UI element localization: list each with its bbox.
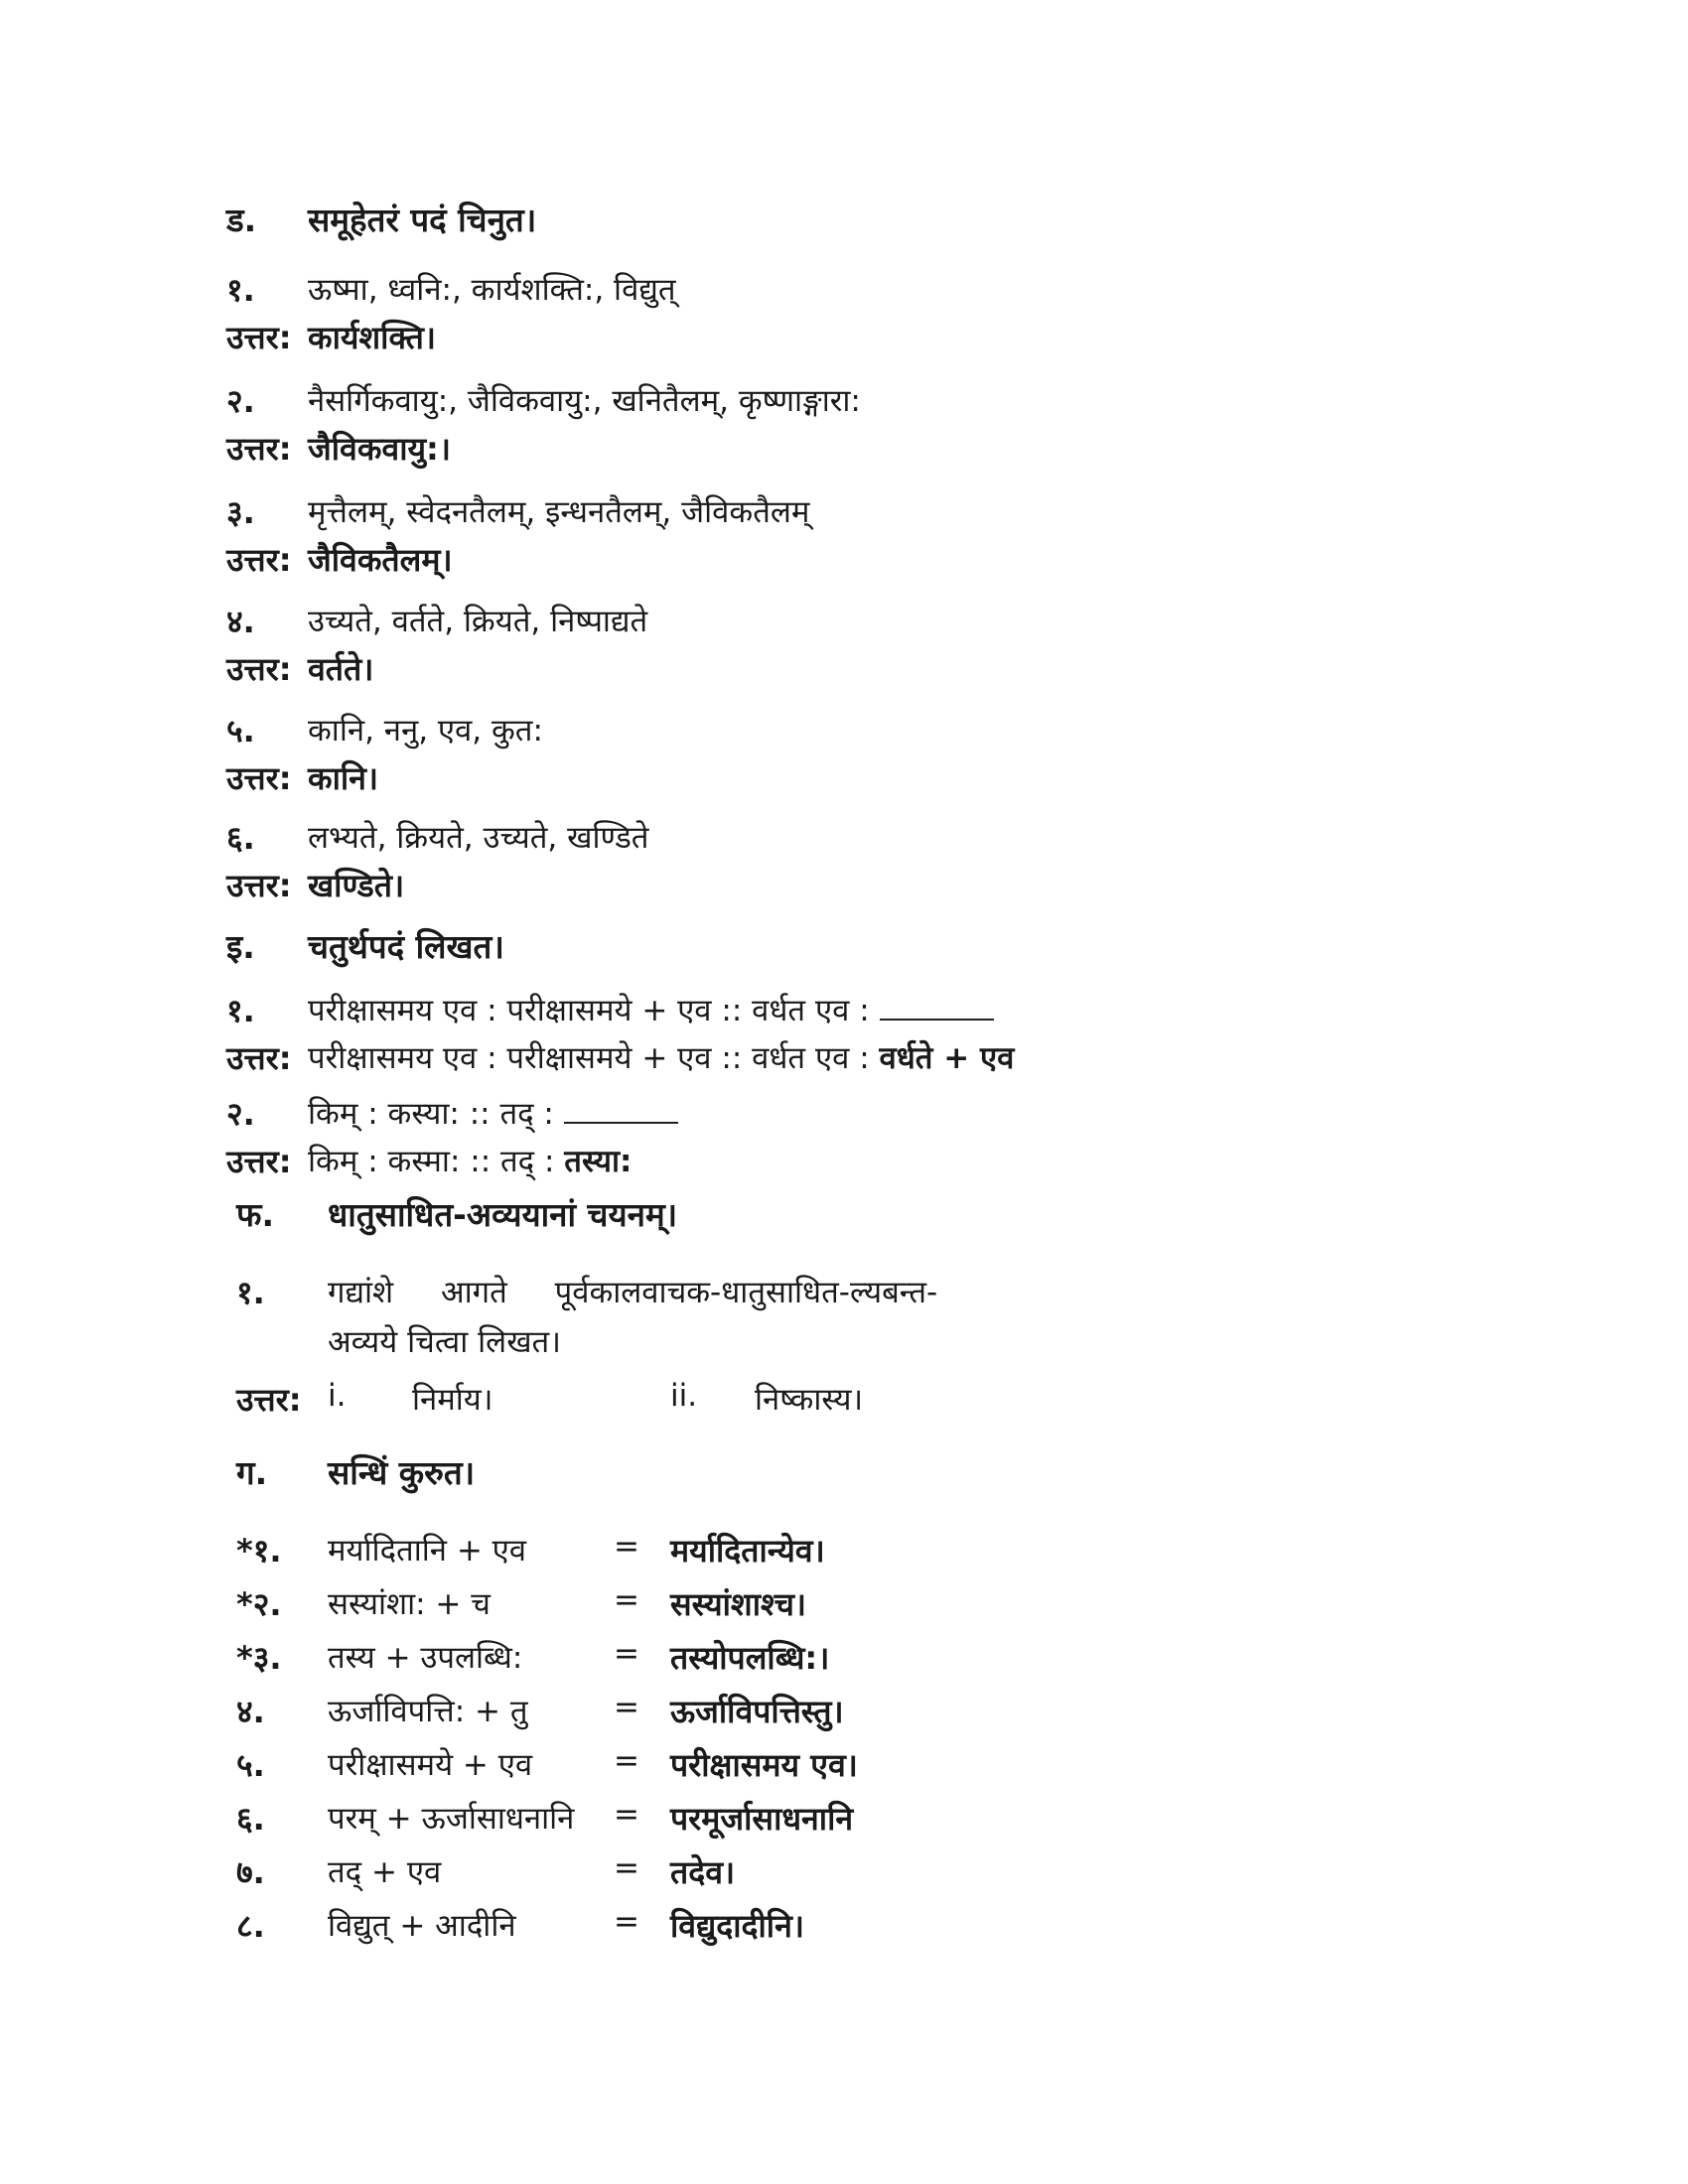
question-text [308,989,994,1030]
section-d-label: ड. [226,201,257,239]
row-number: ६. [236,1800,265,1838]
answer-line [308,1036,1014,1078]
question-text-continued: अव्यये चित्वा लिखत। [328,1324,561,1360]
answer-text: तस्या: [564,1144,633,1179]
equals-sign: = [614,1743,639,1779]
question-text: ऊष्मा, ध्वनि:, कार्यशक्ति:, विद्युत् [308,272,676,308]
row-number: ५. [236,1746,265,1784]
row-left: परम् + ऊर्जासाधनानि [328,1801,575,1837]
row-right: ऊर्जाविपत्तिस्तु। [670,1693,844,1730]
answer-label: उत्तर: [236,1381,302,1419]
question-body: परीक्षासमय एव : परीक्षासमये + एव :: वर्धत एव : [308,993,870,1028]
answer-text: कार्यशक्ति। [308,319,436,356]
answer-text: जैविकवायु:। [308,430,451,468]
row-left: ऊर्जाविपत्ति: + तु [328,1694,528,1729]
row-left: विद्युत् + आदीनि [328,1908,516,1944]
answer-line [308,1140,632,1181]
answer-body: किम् : कस्मा: :: तद् : [308,1144,555,1179]
section-f-title: धातुसाधित-अव्ययानां चयनम्। [328,1195,678,1234]
row-left: तस्य + उपलब्धि: [328,1640,523,1676]
answer-label: उत्तर: [226,1039,292,1077]
row-right: विद्युदादीनि। [670,1907,804,1945]
answer-label: उत्तर: [226,867,292,904]
row-right: तदेव। [670,1853,736,1891]
answer-text: वर्धते + एव [879,1040,1015,1076]
item-number: ४. [226,603,255,640]
answer-label: उत्तर: [226,1143,292,1180]
row-right: तस्योपलब्धि:। [670,1639,830,1677]
item-number: १. [226,271,255,309]
row-number: ४. [236,1693,265,1730]
section-g-label: ग. [236,1453,268,1492]
question-text: उच्यते, वर्तते, क्रियते, निष्पाद्यते [308,604,648,639]
row-left: तद् + एव [328,1854,442,1890]
answer-blank [880,993,994,1021]
section-i-title: चतुर्थपदं लिखत। [308,927,504,966]
answer-number: i. [328,1378,347,1414]
equals-sign: = [614,1904,639,1940]
equals-sign: = [614,1529,639,1565]
question-text: लभ्यते, क्रियते, उच्यते, खण्डिते [308,820,649,856]
answer-label: उत्तर: [226,430,292,468]
answer-number: ii. [670,1378,698,1414]
question-text [308,1092,678,1134]
section-d-title: समूहेतरं पदं चिनुत। [308,201,537,239]
item-number: ३. [226,493,255,531]
section-i-label: इ. [226,927,255,966]
equals-sign: = [614,1582,639,1618]
item-number: ५. [226,712,255,750]
answer-label: उत्तर: [226,319,292,356]
row-number: *१. [236,1532,282,1570]
row-number: *२. [236,1585,282,1623]
section-g-title: सन्धिं कुरुत। [328,1453,476,1492]
answer-text: निर्माय। [412,1382,493,1418]
item-number: ६. [226,819,255,857]
row-left: मर्यादितानि + एव [328,1533,527,1569]
answer-text: कानि। [308,759,379,797]
equals-sign: = [614,1797,639,1833]
question-text: नैसर्गिकवायु:, जैविकवायु:, खनितैलम्, कृष्णाङ्गारा: [308,383,861,419]
answer-label: उत्तर: [226,541,292,579]
answer-label: उत्तर: [226,650,292,688]
answer-text: जैविकतैलम्। [308,541,453,579]
item-number: १. [236,1274,265,1311]
row-number: *३. [236,1639,282,1677]
question-text: मृत्तैलम्, स्वेदनतैलम्, इन्धनतैलम्, जैविकतैलम् [308,494,810,530]
row-right: परीक्षासमय एव। [670,1746,858,1784]
question-body: किम् : कस्या: :: तद् : [308,1096,554,1132]
row-number: ८. [236,1907,265,1945]
equals-sign: = [614,1690,639,1725]
answer-text: खण्डिते। [308,867,405,904]
question-text: कानि, ननु, एव, कुत: [308,713,543,749]
row-number: ७. [236,1853,265,1891]
answer-label: उत्तर: [226,759,292,797]
section-f-label: फ. [236,1195,274,1234]
item-number: २. [226,1095,255,1133]
question-text: गद्यांशे आगते पूर्वकालवाचक-धातुसाधित-ल्यबन्त- [328,1275,938,1310]
item-number: १. [226,992,255,1029]
answer-text: वर्तते। [308,650,374,688]
row-right: मर्यादितान्येव। [670,1532,825,1570]
equals-sign: = [614,1850,639,1886]
answer-text: निष्कास्य। [755,1382,864,1418]
item-number: २. [226,382,255,420]
equals-sign: = [614,1636,639,1672]
answer-blank [564,1096,678,1124]
row-right: परमूर्जासाधनानि [670,1800,854,1838]
row-right: सस्यांशाश्च। [670,1585,807,1623]
row-left: परीक्षासमये + एव [328,1747,533,1783]
answer-body: परीक्षासमय एव : परीक्षासमये + एव :: वर्धत एव : [308,1040,870,1076]
row-left: सस्यांशा: + च [328,1586,491,1622]
